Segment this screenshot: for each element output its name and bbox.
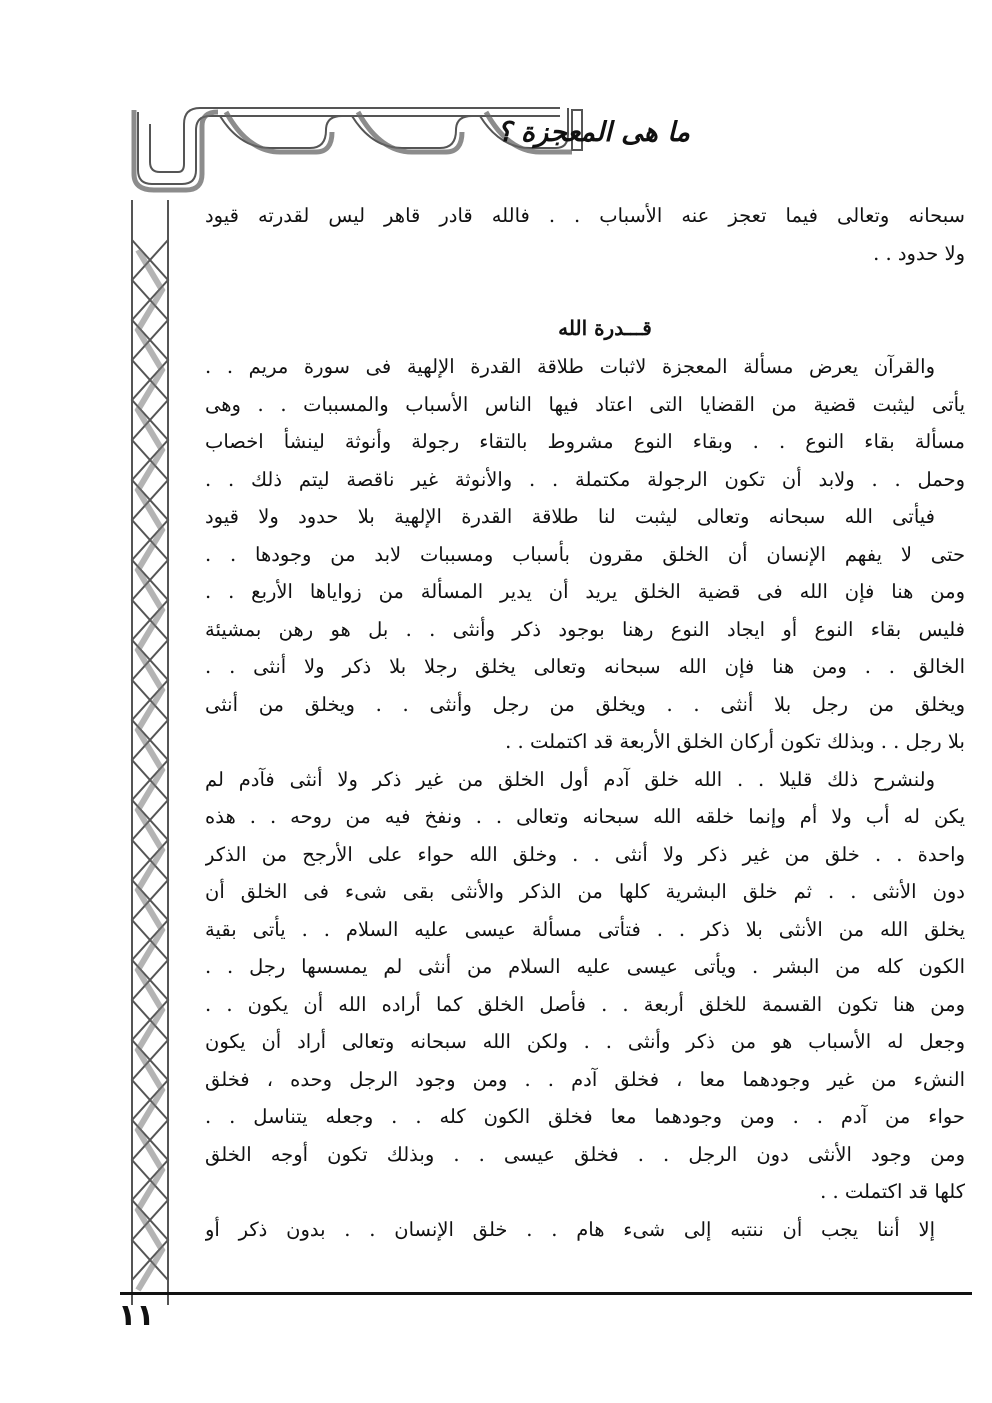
text-line: بلا رجل . . وبذلك تكون أركان الخلق الأربعة قد اكتملت . . [505,730,965,753]
text-line: النشء من غير وجودهما معا ، فخلق آدم . . ومن وجود الرجل وحده ، فخلق [205,1067,965,1091]
text-line: ولنشرح ذلك قليلا . . الله خلق آدم أول الخلق من غير ذكر ولا أنثى فآدم لم [205,767,935,791]
text-line: يأتى ليثبت قضية من القضايا التى اعتاد فيها الناس الأسباب والمسببات . . وهى [205,392,965,416]
text-line: مسألة بقاء النوع . . وبقاء النوع مشروط بالتقاء رجولة وأنوثة لينشأ اخصاب [205,430,965,453]
text-line: ولا حدود . . [873,241,965,265]
text-line: الكون كله من البشر . ويأتى عيسى عليه السلام من أنثى لم يمسسها رجل . . [205,955,965,978]
text-line: إلا أننا يجب أن ننتبه إلى شىء هام . . خلق الإنسان . . بدون ذكر أو [205,1217,935,1241]
text-line: يكن له أب ولا أم وإنما خلقه الله سبحانه وتعالى . . ونفخ فيه من روحه . . هذه [205,805,965,828]
text-line: وحمل . . ولابد أن تكون الرجولة مكتملة . . والأنوثة غير ناقصة ليتم ذلك . . [205,467,965,491]
text-line: ومن وجود الأنثى دون الرجل . . فخلق عيسى . . وبذلك تكون أوجه الخلق [205,1142,965,1166]
text-line: سبحانه وتعالى فيما تعجز عنه الأسباب . . فالله قادر قاهر ليس لقدرته قيود [205,204,965,227]
text-line: ومن هنا فإن الله فى قضية الخلق يريد أن يدير المسألة من زواياها الأربع . . [205,580,965,603]
text-line: حواء من آدم . . ومن وجودهما معا فخلق الكون كله . . وجعله يتناسل . . [205,1105,965,1128]
text-line: والقرآن يعرض مسألة المعجزة لاثبات طلاقة القدرة الإلهية فى سورة مريم . . [205,355,935,378]
footer-rule [120,1292,972,1295]
text-line: ويخلق من رجل بلا أنثى . . ويخلق من رجل وأنثى . . ويخلق من أنثى [205,692,965,716]
page-title: ما هى المعجزة ؟ [497,117,690,148]
text-line: ومن هنا تكون القسمة للخلق أربعة . . فأصل الخلق كما أراده الله أن يكون . . [205,992,965,1016]
text-line: وجعل له الأسباب هو من ذكر وأنثى . . ولكن الله سبحانه وتعالى أراد أن يكون [205,1030,965,1053]
text-line: واحدة . . خلق من غير ذكر ولا أنثى . . وخلق الله حواء على الأرجح من الذكر [205,842,965,866]
text-line: حتى لا يفهم الإنسان أن الخلق مقرون بأسباب ومسببات لابد من وجودها . . [205,542,965,566]
text-line: فيأتى الله سبحانه وتعالى ليثبت لنا طلاقة القدرة الإلهية بلا حدود ولا قيود [205,505,935,528]
text-line: فليس بقاء النوع أو ايجاد النوع رهنا بوجود ذكر وأنثى . . بل هو رهن بمشيئة [205,617,965,641]
text-line: يخلق الله من الأنثى بلا ذكر . . فتأتى مسألة عيسى عليه السلام . . يأتى بقية [205,917,965,941]
text-line: دون الأنثى . . ثم خلق البشرية كلها من الذكر والأنثى بقى شىء فى الخلق أن [205,880,965,903]
text-line: كلها قد اكتملت . . [820,1180,965,1203]
page-number: ١١ [118,1298,155,1333]
body-text [205,197,965,1248]
section-heading: قـــدرة الله [558,316,652,340]
text-line: الخالق . . ومن هنا فإن الله سبحانه وتعالى يخلق رجلا بلا ذكر ولا أنثى . . [205,655,965,678]
